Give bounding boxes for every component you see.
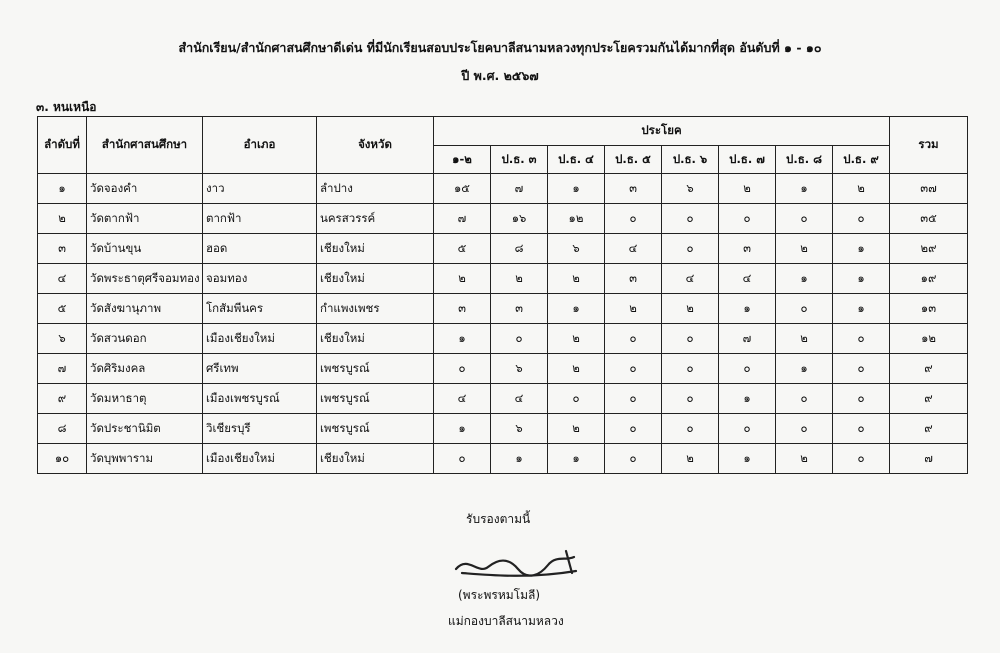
cell-level-4: ๐ [605, 384, 662, 414]
cell-level-3: ๑ [548, 294, 605, 324]
cell-district: เมืองเชียงใหม่ [203, 324, 317, 354]
cell-province: เชียงใหม่ [317, 234, 434, 264]
header-level-1: ๑-๒ [434, 146, 491, 174]
cell-province: เชียงใหม่ [317, 264, 434, 294]
cell-level-1: ๕ [434, 234, 491, 264]
cell-level-3: ๑ [548, 444, 605, 474]
header-level-group: ประโยค [434, 117, 890, 146]
cell-district: โกสัมพีนคร [203, 294, 317, 324]
cell-level-6: ๔ [719, 264, 776, 294]
header-level-7: ป.ธ. ๘ [776, 146, 833, 174]
cell-school: วัดบ้านขุน [87, 234, 203, 264]
header-level-6: ป.ธ. ๗ [719, 146, 776, 174]
cell-total: ๙ [890, 384, 968, 414]
cell-level-7: ๐ [776, 414, 833, 444]
cell-rank: ๑ [38, 174, 87, 204]
cell-level-5: ๐ [662, 354, 719, 384]
header-level-8: ป.ธ. ๙ [833, 146, 890, 174]
cell-rank: ๗ [38, 354, 87, 384]
cell-province: นครสวรรค์ [317, 204, 434, 234]
cell-district: ตากฟ้า [203, 204, 317, 234]
cell-level-5: ๖ [662, 174, 719, 204]
header-level-5: ป.ธ. ๖ [662, 146, 719, 174]
table-row [38, 324, 968, 354]
cell-level-7: ๑ [776, 264, 833, 294]
cell-level-6: ๑ [719, 294, 776, 324]
cell-level-3: ๒ [548, 354, 605, 384]
cell-province: เพชรบูรณ์ [317, 354, 434, 384]
cell-rank: ๒ [38, 204, 87, 234]
cell-level-4: ๐ [605, 204, 662, 234]
cell-level-5: ๐ [662, 414, 719, 444]
cell-province: เชียงใหม่ [317, 444, 434, 474]
cell-district: วิเชียรบุรี [203, 414, 317, 444]
cell-level-6: ๐ [719, 204, 776, 234]
cell-level-2: ๘ [491, 234, 548, 264]
cell-level-2: ๔ [491, 384, 548, 414]
cell-school: วัดบุพพาราม [87, 444, 203, 474]
document-title: สำนักเรียน/สำนักศาสนศึกษาดีเด่น ที่มีนักเรียนสอบประโยคบาลีสนามหลวงทุกประโยครวมกันได้มากที่สุด อันดับที่ ๑ - ๑๐ [178, 40, 822, 55]
cell-level-4: ๓ [605, 174, 662, 204]
cell-level-6: ๐ [719, 414, 776, 444]
cell-level-5: ๒ [662, 444, 719, 474]
cell-level-7: ๒ [776, 444, 833, 474]
header-level-2: ป.ธ. ๓ [491, 146, 548, 174]
table-row [38, 234, 968, 264]
cell-rank: ๘ [38, 414, 87, 444]
header-level-3: ป.ธ. ๔ [548, 146, 605, 174]
cell-school: วัดพระธาตุศรีจอมทอง [87, 264, 203, 294]
cell-level-8: ๐ [833, 384, 890, 414]
cell-level-2: ๑ [491, 444, 548, 474]
cell-level-6: ๗ [719, 324, 776, 354]
cell-rank: ๓ [38, 234, 87, 264]
cell-level-8: ๐ [833, 414, 890, 444]
cell-level-3: ๑๒ [548, 204, 605, 234]
cell-rank: ๖ [38, 324, 87, 354]
table-row [38, 174, 968, 204]
cell-level-4: ๔ [605, 234, 662, 264]
table-row [38, 414, 968, 444]
cell-level-4: ๒ [605, 294, 662, 324]
cell-province: กำแพงเพชร [317, 294, 434, 324]
cell-level-6: ๑ [719, 384, 776, 414]
table-row [38, 444, 968, 474]
header-school: สำนักศาสนศึกษา [87, 117, 203, 174]
cell-level-4: ๐ [605, 414, 662, 444]
cell-level-7: ๒ [776, 234, 833, 264]
cell-district: ฮอด [203, 234, 317, 264]
cell-level-1: ๗ [434, 204, 491, 234]
signer-position: แม่กองบาลีสนามหลวง [448, 614, 564, 628]
cell-rank: ๕ [38, 294, 87, 324]
cell-level-4: ๐ [605, 354, 662, 384]
table-row [38, 204, 968, 234]
cell-level-3: ๒ [548, 264, 605, 294]
cell-level-7: ๑ [776, 354, 833, 384]
header-rank: ลำดับที่ [38, 117, 87, 174]
cell-total: ๒๙ [890, 234, 968, 264]
cell-level-8: ๑ [833, 294, 890, 324]
region-heading: ๓. หนเหนือ [36, 100, 97, 114]
cell-level-7: ๒ [776, 324, 833, 354]
document-year: ปี พ.ศ. ๒๕๖๗ [461, 68, 539, 83]
cell-level-1: ๐ [434, 444, 491, 474]
cell-level-3: ๒ [548, 414, 605, 444]
header-total: รวม [890, 117, 968, 174]
cell-school: วัดศิริมงคล [87, 354, 203, 384]
cell-school: วัดตากฟ้า [87, 204, 203, 234]
cell-total: ๑๒ [890, 324, 968, 354]
cell-level-4: ๐ [605, 324, 662, 354]
cell-level-8: ๐ [833, 354, 890, 384]
cell-level-5: ๒ [662, 294, 719, 324]
cell-level-3: ๖ [548, 234, 605, 264]
cell-level-8: ๑ [833, 264, 890, 294]
cell-total: ๙ [890, 414, 968, 444]
cell-level-5: ๐ [662, 384, 719, 414]
cell-district: เมืองเพชรบูรณ์ [203, 384, 317, 414]
cell-province: ลำปาง [317, 174, 434, 204]
cell-level-1: ๓ [434, 294, 491, 324]
cell-level-7: ๐ [776, 294, 833, 324]
table-row [38, 264, 968, 294]
cell-level-8: ๒ [833, 174, 890, 204]
cell-total: ๗ [890, 444, 968, 474]
cell-total: ๑๓ [890, 294, 968, 324]
results-table [37, 116, 968, 474]
cell-total: ๓๗ [890, 174, 968, 204]
cell-level-2: ๖ [491, 354, 548, 384]
cell-level-5: ๐ [662, 234, 719, 264]
cell-level-6: ๐ [719, 354, 776, 384]
cell-level-2: ๖ [491, 414, 548, 444]
cell-province: เพชรบูรณ์ [317, 414, 434, 444]
certification-text: รับรองตามนี้ [466, 512, 531, 526]
signature [448, 545, 588, 587]
table-header-row [38, 117, 968, 146]
cell-rank: ๑๐ [38, 444, 87, 474]
cell-level-8: ๐ [833, 444, 890, 474]
table-row [38, 294, 968, 324]
cell-district: จอมทอง [203, 264, 317, 294]
cell-level-1: ๐ [434, 354, 491, 384]
cell-level-3: ๐ [548, 384, 605, 414]
cell-level-6: ๒ [719, 174, 776, 204]
table-row [38, 354, 968, 384]
cell-district: งาว [203, 174, 317, 204]
header-district: อำเภอ [203, 117, 317, 174]
cell-level-5: ๐ [662, 204, 719, 234]
cell-level-3: ๒ [548, 324, 605, 354]
cell-level-5: ๐ [662, 324, 719, 354]
cell-province: เชียงใหม่ [317, 324, 434, 354]
cell-level-6: ๑ [719, 444, 776, 474]
cell-total: ๑๙ [890, 264, 968, 294]
cell-school: วัดมหาธาตุ [87, 384, 203, 414]
cell-level-8: ๐ [833, 324, 890, 354]
cell-school: วัดสังฆานุภาพ [87, 294, 203, 324]
cell-level-8: ๐ [833, 204, 890, 234]
cell-school: วัดจองคำ [87, 174, 203, 204]
cell-total: ๓๕ [890, 204, 968, 234]
cell-school: วัดประชานิมิต [87, 414, 203, 444]
table-row [38, 384, 968, 414]
cell-level-7: ๐ [776, 384, 833, 414]
cell-province: เพชรบูรณ์ [317, 384, 434, 414]
cell-level-1: ๑ [434, 414, 491, 444]
cell-district: ศรีเทพ [203, 354, 317, 384]
cell-level-3: ๑ [548, 174, 605, 204]
cell-level-6: ๓ [719, 234, 776, 264]
cell-level-2: ๗ [491, 174, 548, 204]
header-level-4: ป.ธ. ๕ [605, 146, 662, 174]
cell-level-2: ๐ [491, 324, 548, 354]
signer-name: (พระพรหมโมลี) [458, 588, 541, 602]
cell-level-8: ๑ [833, 234, 890, 264]
cell-level-7: ๐ [776, 204, 833, 234]
cell-district: เมืองเชียงใหม่ [203, 444, 317, 474]
cell-level-4: ๐ [605, 444, 662, 474]
cell-level-4: ๓ [605, 264, 662, 294]
cell-total: ๙ [890, 354, 968, 384]
cell-level-2: ๒ [491, 264, 548, 294]
cell-level-2: ๑๖ [491, 204, 548, 234]
cell-level-5: ๔ [662, 264, 719, 294]
cell-level-2: ๓ [491, 294, 548, 324]
cell-level-1: ๒ [434, 264, 491, 294]
table-body [38, 174, 968, 474]
header-province: จังหวัด [317, 117, 434, 174]
cell-level-1: ๑๕ [434, 174, 491, 204]
cell-level-1: ๔ [434, 384, 491, 414]
cell-rank: ๔ [38, 264, 87, 294]
cell-level-1: ๑ [434, 324, 491, 354]
cell-rank: ๙ [38, 384, 87, 414]
cell-school: วัดสวนดอก [87, 324, 203, 354]
cell-level-7: ๑ [776, 174, 833, 204]
